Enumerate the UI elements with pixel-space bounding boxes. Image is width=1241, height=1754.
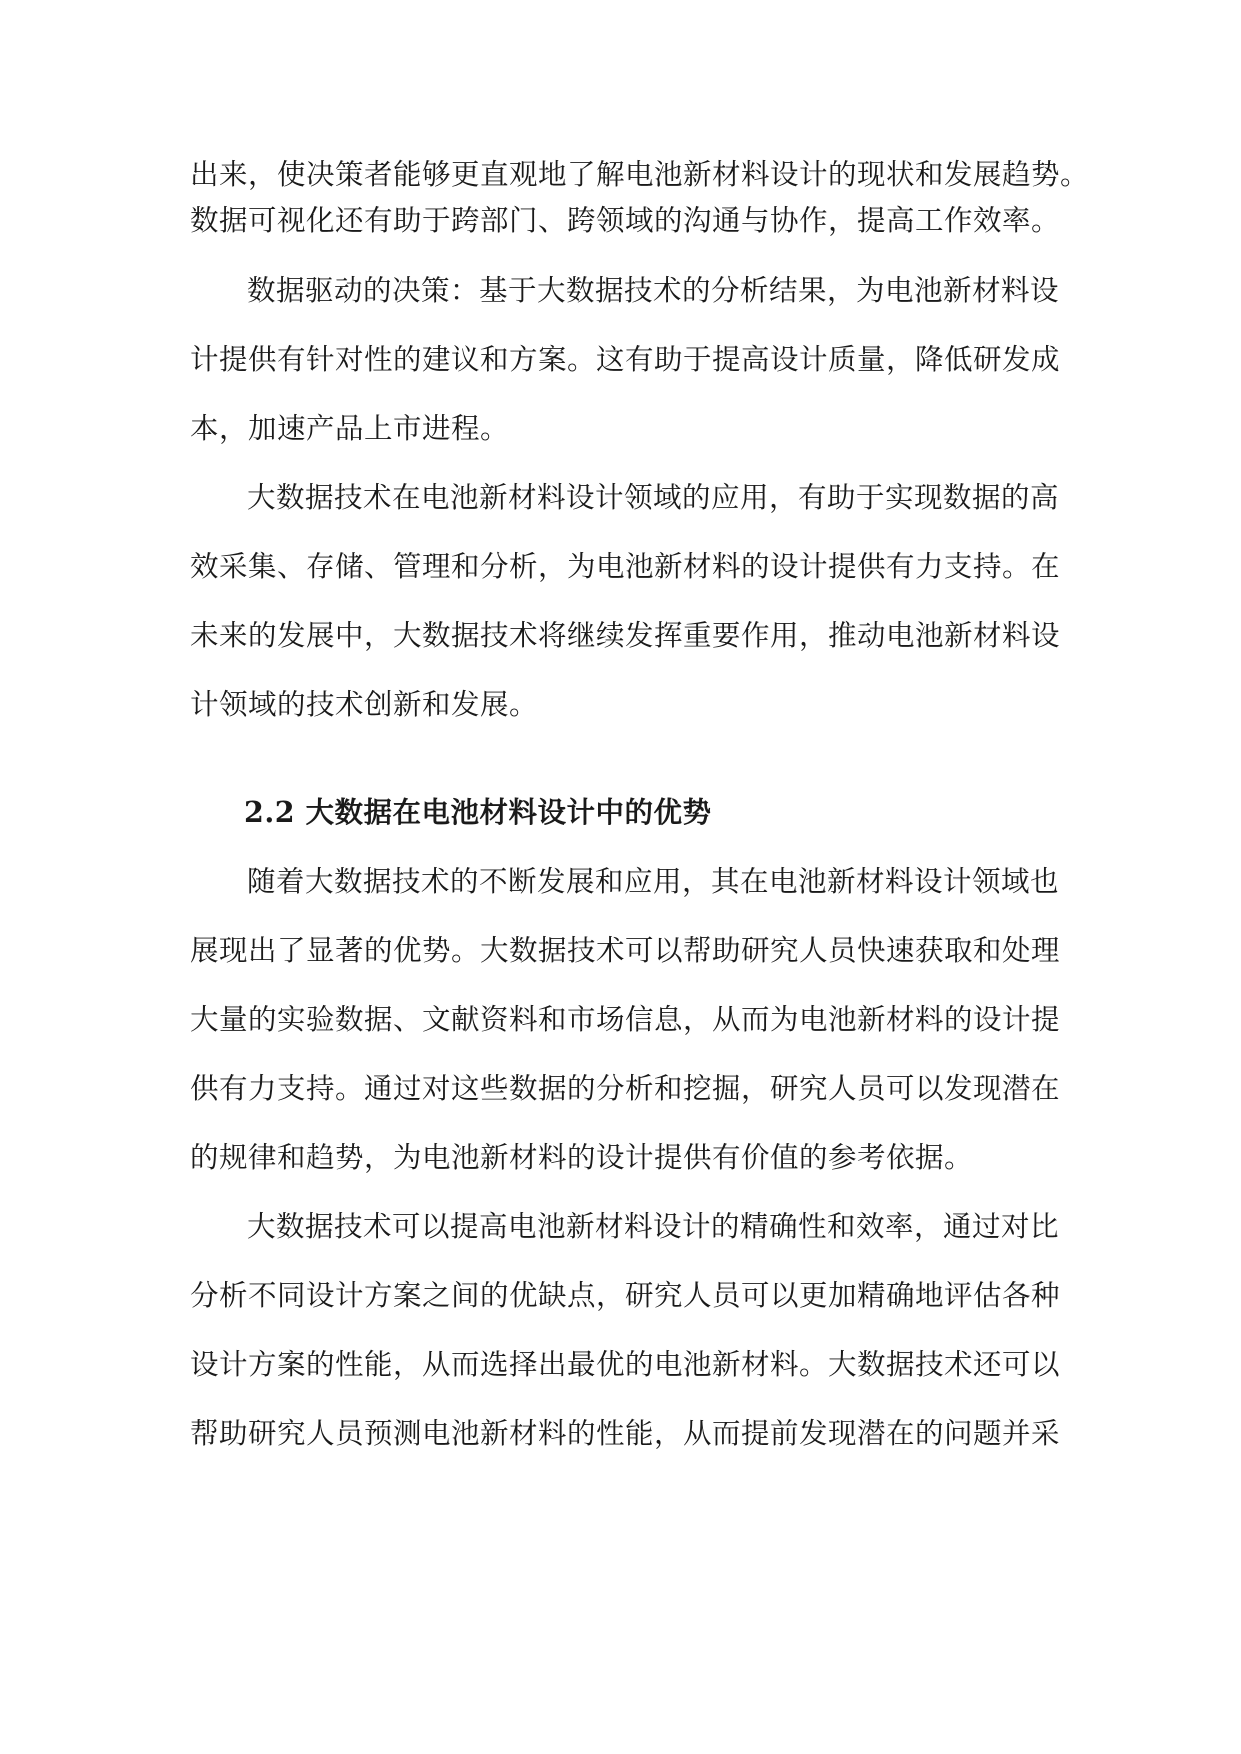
paragraph-line: 大量的实验数据、文献资料和市场信息，从而为电池新材料的设计提 [190,1003,1061,1036]
paragraph-line: 未来的发展中，大数据技术将继续发挥重要作用，推动电池新材料设 [190,619,1061,652]
paragraph-line: 计领域的技术创新和发展。 [190,688,539,721]
paragraph-line: 本，加速产品上市进程。 [190,412,510,445]
paragraph-line: 出来，使决策者能够更直观地了解电池新材料设计的现状和发展趋势。 [190,158,1090,191]
paragraph-line: 数据可视化还有助于跨部门、跨领域的沟通与协作，提高工作效率。 [190,204,1061,237]
paragraph-line: 大数据技术在电池新材料设计领域的应用，有助于实现数据的高 [247,481,1060,514]
section-heading: 2.2 大数据在电池材料设计中的优势 [244,795,712,829]
paragraph-line: 的规律和趋势，为电池新材料的设计提供有价值的参考依据。 [190,1141,974,1174]
paragraph-line: 计提供有针对性的建议和方案。这有助于提高设计质量，降低研发成 [190,343,1061,376]
paragraph-line: 效采集、存储、管理和分析，为电池新材料的设计提供有力支持。在 [190,550,1061,583]
paragraph-line: 帮助研究人员预测电池新材料的性能，从而提前发现潜在的问题并采 [190,1417,1061,1450]
paragraph-line: 数据驱动的决策：基于大数据技术的分析结果，为电池新材料设 [247,274,1060,307]
paragraph-line: 设计方案的性能，从而选择出最优的电池新材料。大数据技术还可以 [190,1348,1061,1381]
paragraph-line: 供有力支持。通过对这些数据的分析和挖掘，研究人员可以发现潜在 [190,1072,1061,1105]
paragraph-line: 随着大数据技术的不断发展和应用，其在电池新材料设计领域也 [247,865,1060,898]
paragraph-line: 分析不同设计方案之间的优缺点，研究人员可以更加精确地评估各种 [190,1279,1061,1312]
paragraph-line: 展现出了显著的优势。大数据技术可以帮助研究人员快速获取和处理 [190,934,1061,967]
paragraph-line: 大数据技术可以提高电池新材料设计的精确性和效率，通过对比 [247,1210,1060,1243]
